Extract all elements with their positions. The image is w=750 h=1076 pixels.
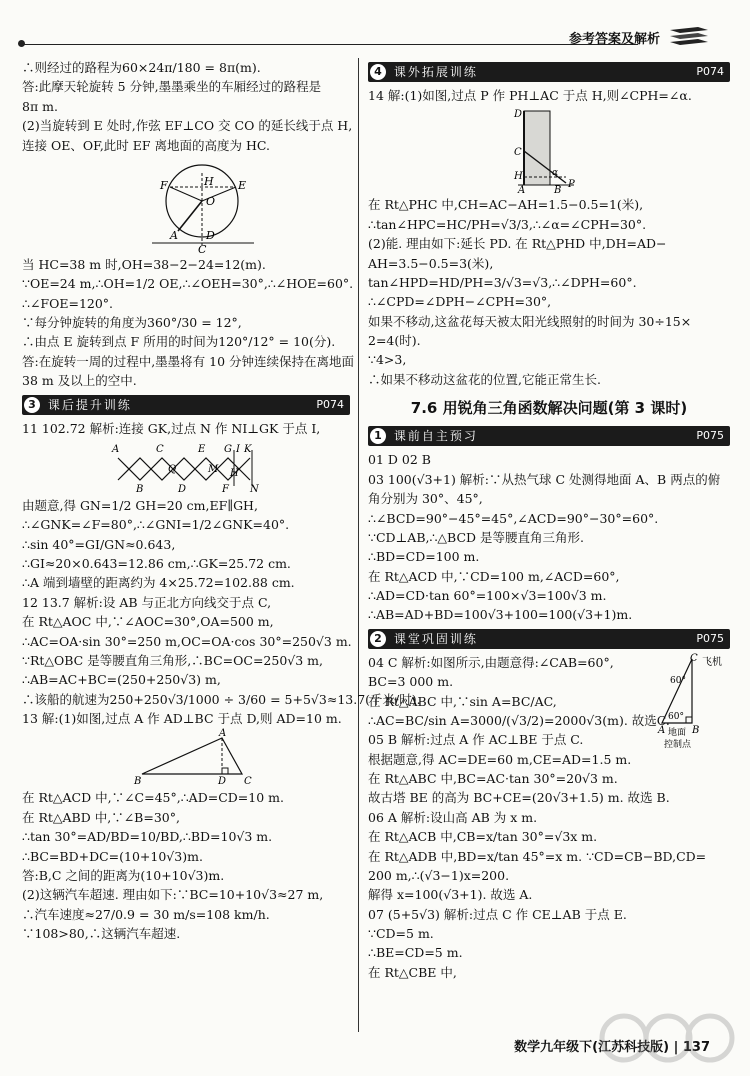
bar-title: 课外拓展训练 [393,65,478,79]
bar-title: 课前自主预习 [393,429,478,444]
bar-title: 课堂巩固训练 [393,631,478,646]
text-line: ∵4>3, [368,352,407,368]
text-line: 解得 x=100(√3+1). 故选 A. [368,887,533,903]
label-A: A [170,228,178,242]
text-line: 12 13.7 解析:设 AB 与正北方向线交于点 C, [22,594,272,610]
text-line: ∴该船的航速为250+250√3/1000 ÷ 3/60 = 5+5√3≈13.7(千米/时). [22,691,421,707]
text-line: 连接 OE、OF,此时 EF 离地面的高度为 HC. [22,137,271,153]
text-line: 答:B,C 之间的距离为(10+10√3)m. [22,867,225,883]
bar-number: 1 [370,428,386,444]
q14-solution [368,195,730,389]
text-line: 故古塔 BE 的高为 BC+CE=(20√3+1.5) m. 故选 B. [368,790,670,806]
text-line: 如果不移动,这盆花每天被太阳光线照射的时间为 30÷15× [368,313,692,329]
label-I: I [236,443,240,455]
text-line: ∴AB=AC+BC=(250+250√3) m, [22,672,221,688]
text-line: ∴A 端到墙壁的距离约为 4×25.72=102.88 cm. [22,575,295,591]
text-line: 在 Rt△ABC 中,BC=AC·tan 30°=20√3 m. [368,771,618,786]
text-line: 在 Rt△ABD 中,∵∠B=30°, [22,809,180,825]
text-line: 200 m,∴(√3−1)x=200. [368,867,510,883]
text-line: 在 Rt△ADB 中,BD=x/tan 45°=x m. ∵CD=CB−BD,CD= [368,848,707,864]
text-line: ∵108>80,∴这辆汽车超速. [22,926,181,941]
label-D: D [514,109,523,121]
watermark-logo [596,1000,736,1074]
label-C: C [514,147,522,159]
text-line: 在 Rt△ACD 中,∵CD=100 m,∠ACD=60°, [368,568,620,584]
label-O: O [206,194,216,208]
text-line: ∴tan∠HPC=HC/PH=√3/3,∴∠α=∠CPH=30°. [368,216,647,232]
zigzag-figure [22,440,350,494]
text-line: 根据题意,得 AC=DE=60 m,CE=AD=1.5 m. [368,751,632,767]
label-C: C [690,652,698,664]
section-bar-1 [368,426,730,446]
section-bar-3 [22,395,350,415]
label-E: E [198,443,206,455]
text-line: 在 Rt△AOC 中,∵∠AOC=30°,OA=500 m, [22,614,274,630]
book-icon [668,24,710,50]
text-line: ∴GI≈20×0.643=12.86 cm,∴GK=25.72 cm. [22,556,291,571]
label-C: C [156,443,164,455]
text-line: 在 Rt△ABC 中,∵sin A=BC/AC, [368,693,557,709]
bar-title: 课后提升训练 [47,397,132,412]
label-A: A [219,728,227,740]
text-line: ∴由点 E 旋转到点 F 所用的时间为120°/12° = 10(分). [22,334,336,350]
text-line: 答:此摩天轮旋转 5 分钟,墨墨乘坐的车厢经过的路程是 [22,79,322,95]
header-title: 参考答案及解析 [568,32,660,47]
q11-solution [22,496,350,593]
right-column [368,58,730,982]
label-N: N [250,483,259,495]
text-line: 11 102.72 解析:连接 GK,过点 N 作 NI⊥GK 于点 I, [22,420,321,436]
text-line: 06 A 解析:设山高 AB 为 x m. [368,809,538,825]
label-angle-top: 60° [670,675,686,686]
section-bar-4 [368,62,730,82]
label-plane: 飞机 [702,656,722,668]
q05-q07-solutions [368,730,730,982]
text-line: ∴AB=AD+BD=100√3+100=100(√3+1)m. [368,607,633,623]
label-A: A [518,185,526,197]
label-F: F [222,483,229,495]
triangle-figure [22,730,350,786]
q13-solution [22,788,350,943]
text-line: 04 C 解析:如图所示,由题意得:∠CAB=60°, [368,654,614,670]
label-B: B [554,185,562,197]
plane-figure [640,653,730,749]
solution-block [22,255,355,391]
text-line: 在 Rt△CBE 中, [368,964,457,980]
text-line: ∴则经过的路程为60×24π/180 = 8π(m). [22,60,261,75]
text-line: ∵CD=5 m. [368,926,434,941]
text-line: 38 m 及以上的空中. [22,373,137,389]
label-M: M [208,463,219,475]
label-H: H [230,467,239,479]
text-line: ∴如果不移动这盆花的位置,它能正常生长. [368,371,601,387]
label-C: C [198,242,207,256]
section-title: 7.6 用锐角三角函数解决问题(第 3 课时) [410,399,688,418]
label-B: B [692,724,700,736]
column-divider [358,58,359,1032]
text-line: ∴∠CPD=∠DPH−∠CPH=30°, [368,294,552,310]
text-line: AH=3.5−0.5=3(米), [368,255,494,271]
text-line: ∵CD⊥AB,∴△BCD 是等腰直角三角形. [368,529,584,545]
text-line: 在 Rt△ACB 中,CB=x/tan 30°=√3x m. [368,829,598,845]
text-line: 2=4(时). [368,333,421,348]
text-line: ∵OE=24 m,∴OH=1/2 OE,∴∠OEH=30°,∴∠HOE=60°. [22,276,354,292]
text-line: (2)这辆汽车超速. 理由如下:∵BC=10+10√3≈27 m, [22,887,324,903]
label-Q: Q [168,463,177,475]
text-line: ∴BE=CD=5 m. [368,945,463,961]
label-alpha: α [552,168,559,179]
bar-page: P074 [696,65,724,78]
text-line: ∵Rt△OBC 是等腰直角三角形,∴BC=OC=250√3 m, [22,652,323,668]
label-ground: 地面 [668,727,687,738]
text-line: 14 解:(1)如图,过点 P 作 PH⊥AC 于点 H,则∠CPH=∠α. [368,88,692,103]
bar-number: 4 [370,64,386,80]
label-D: D [218,776,227,788]
label-B: B [136,483,144,495]
label-B: B [134,776,142,788]
label-station: 控制点 [664,739,692,750]
text-line: ∴∠GNK=∠F=80°,∴∠GNI=1/2∠GNK=40°. [22,517,290,533]
preview-solutions [368,450,730,624]
page-footer: 数学九年级下(江苏科技版) | 137 [514,1039,710,1055]
text-line: BC=3 000 m. [368,674,454,690]
label-C: C [244,776,252,788]
bar-number: 2 [370,631,386,647]
text-line: ∴BD=CD=100 m. [368,549,480,565]
label-angle-bottom: 60° [668,711,684,722]
text-line: ∴AC=BC/sin A=3000/(√3/2)=2000√3(m). 故选C. [368,712,670,728]
label-D: D [178,483,187,495]
text-line: ∴汽车速度≈27/0.9 = 30 m/s=108 km/h. [22,906,270,922]
text-line: 01 D 02 B [368,452,431,468]
text-line: 13 解:(1)如图,过点 A 作 AD⊥BC 于点 D,则 AD=10 m. [22,711,342,726]
label-H: H [514,171,523,183]
bar-page: P075 [696,429,724,443]
window-figure [368,107,730,197]
label-A: A [658,724,666,736]
label-D: D [206,228,215,242]
label-A: A [112,443,120,455]
text-line: 8π m. [22,98,58,114]
text-line: 03 100(√3+1) 解析:∵从热气球 C 处测得地面 A、B 两点的俯 [368,471,721,487]
text-line: 当 HC=38 m 时,OH=38−2−24=12(m). [22,256,266,272]
text-line: 在 Rt△PHC 中,CH=AC−AH=1.5−0.5=1(米), [368,197,644,213]
text-line: ∴tan 30°=AD/BD=10/BD,∴BD=10√3 m. [22,829,273,845]
text-line: ∴BC=BD+DC=(10+10√3)m. [22,848,203,864]
text-line: ∴∠BCD=90°−45°=45°,∠ACD=90°−30°=60°. [368,510,659,526]
text-line: ∴AD=CD·tan 60°=100×√3=100√3 m. [368,588,607,603]
text-line: 由题意,得 GN=1/2 GH=20 cm,EF∥GH, [22,497,258,513]
intro-block [22,58,353,155]
header-rule [22,44,638,45]
text-line: ∴AC=OA·sin 30°=250 m,OC=OA·cos 30°=250√3 m. [22,633,352,649]
bar-page: P074 [316,397,344,411]
text-line: ∴sin 40°=GI/GN≈0.643, [22,536,176,552]
text-line: 07 (5+5√3) 解析:过点 C 作 CE⊥AB 于点 E. [368,906,627,922]
text-line: 05 B 解析:过点 A 作 AC⊥BE 于点 C. [368,732,584,748]
bar-page: P075 [696,631,724,645]
section-bar-2 [368,629,730,649]
circle-figure [22,157,350,256]
text-line: (2)能. 理由如下:延长 PD. 在 Rt△PHD 中,DH=AD− [368,236,667,252]
label-F: F [160,178,168,192]
text-line: 角分别为 30°、45°, [368,491,483,507]
label-P: P [568,179,575,191]
text-line: ∵每分钟旋转的角度为360°/30 = 12°, [22,315,242,330]
text-line: 在 Rt△ACD 中,∵∠C=45°,∴AD=CD=10 m. [22,790,284,806]
text-line: (2)当旋转到 E 处时,作弦 EF⊥CO 交 CO 的延长线于点 H, [22,118,353,134]
label-H: H [204,174,214,188]
text-line: tan∠HPD=HD/PH=3/√3=√3,∴∠DPH=60°. [368,274,637,290]
text-line: ∴∠FOE=120°. [22,295,114,311]
bar-number: 3 [24,397,40,413]
label-E: E [238,178,247,192]
label-G: G [224,443,232,455]
label-K: K [244,443,252,455]
text-line: 答:在旋转一周的过程中,墨墨将有 10 分钟连续保持在离地面 [22,353,355,369]
